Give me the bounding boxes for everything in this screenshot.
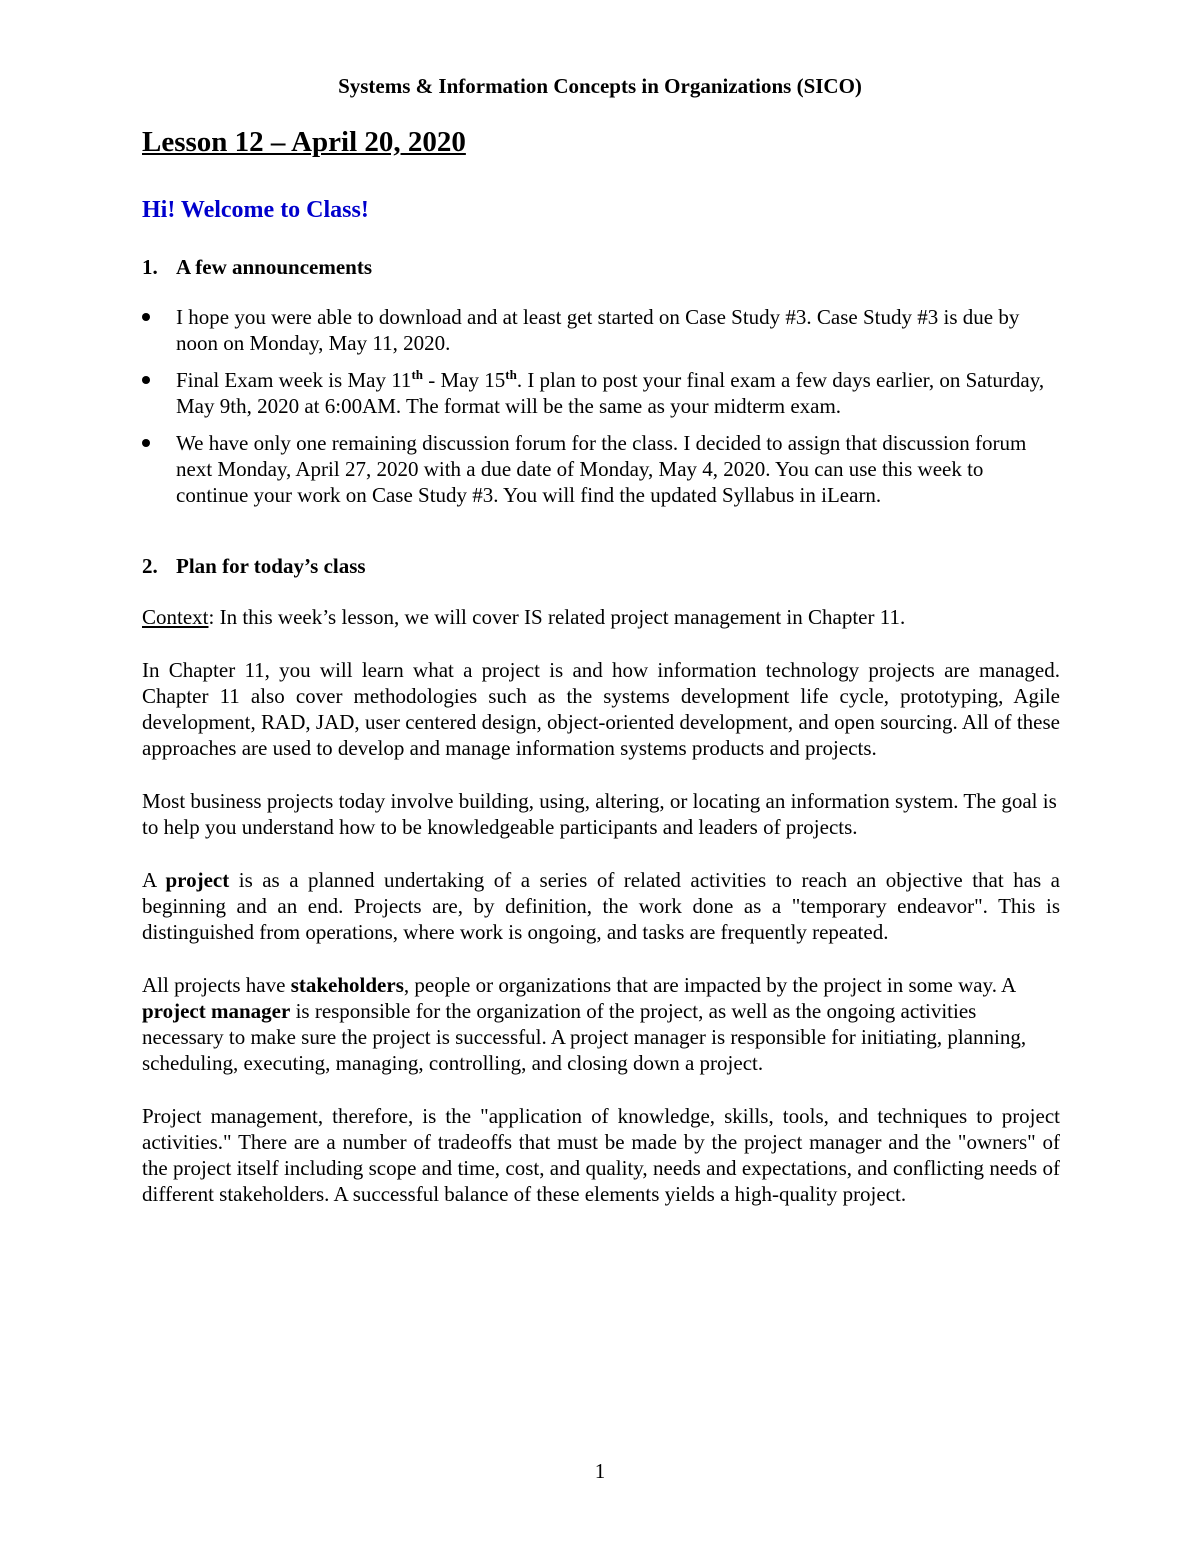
term-stakeholders: stakeholders (290, 973, 404, 997)
section-title: Plan for today’s class (176, 554, 366, 578)
ordinal-suffix: th (505, 367, 517, 382)
paragraph-text: , people or organizations that are impacted by the project in some way. A (403, 973, 1016, 997)
chapter-paragraph: In Chapter 11, you will learn what a project is and how information technology projects are managed. Chapter 11 also cover methodologies such as the systems development life cycle, prototyping, Agile development, RAD, JAD, user centered design, object-oriented development, and open sourcing. All of these approaches are used to develop and manage information systems products and projects. (142, 658, 1060, 760)
bullet-icon (142, 376, 150, 384)
welcome-heading: Hi! Welcome to Class! (142, 197, 369, 223)
paragraph-text: A (142, 868, 166, 892)
term-project-manager: project manager (142, 999, 291, 1023)
bullet-text-part: Final Exam week is May 11 (176, 368, 412, 392)
section-number: 1. (142, 255, 158, 279)
bullet-text: I hope you were able to download and at least get started on Case Study #3. Case Study #3 is due by noon on Monday, May 11, 2020. (176, 305, 1020, 355)
section-heading-announcements (142, 254, 1060, 280)
term-project: project (165, 868, 230, 892)
page-number: 1 (594, 1459, 606, 1483)
lesson-title: Lesson 12 – April 20, 2020 (142, 126, 466, 158)
list-item (142, 430, 1060, 508)
section-title: A few announcements (176, 255, 373, 279)
project-definition-paragraph (142, 867, 1060, 945)
stakeholders-paragraph (142, 972, 1060, 1076)
project-management-paragraph: Project management, therefore, is the "application of knowledge, skills, tools, and techniques to project activities." There are a number of tradeoffs that must be made by the project manager and the "owners" of the project itself including scope and time, cost, and quality, needs and expectations, and conflicting needs of different stakeholders. A successful balance of these elements yields a high-quality project. (142, 1104, 1060, 1206)
context-paragraph (142, 604, 1060, 630)
bullet-text: We have only one remaining discussion forum for the class. I decided to assign that discussion forum next Monday, April 27, 2020 with a due date of Monday, May 4, 2020. You can use this week to continue your work on Case Study #3. You will find the updated Syllabus in iLearn. (176, 431, 1027, 507)
section-heading-plan (142, 553, 1060, 579)
paragraph-text: is as a planned undertaking of a series of related activities to reach an objective that has a beginning and an end. Projects are, by definition, the work done as a "temporary endeavor". This is distinguished from operations, where work is ongoing, and tasks are frequently repeated. (142, 868, 1060, 944)
bullet-icon (142, 439, 150, 447)
bullet-icon (142, 313, 150, 321)
bullet-text-part: . I plan to post your final exam a few days earlier, on Saturday, May 9th, 2020 at 6:00AM. The format will be the same as your midterm exam. (176, 368, 1045, 418)
business-projects-paragraph: Most business projects today involve building, using, altering, or locating an information system. The goal is to help you understand how to be knowledgeable participants and leaders of projects. (142, 789, 1057, 839)
list-item (142, 304, 1060, 356)
section-number: 2. (142, 554, 158, 578)
paragraph-text: is responsible for the organization of the project, as well as the ongoing activities necessary to make sure the project is successful. A project manager is responsible for initiating, planning, scheduling, executing, managing, controlling, and closing down a project. (142, 999, 1027, 1075)
ordinal-suffix: th (411, 367, 423, 382)
context-text: : In this week’s lesson, we will cover IS related project management in Chapter 11. (208, 605, 906, 629)
announcements-list (142, 304, 1060, 508)
bullet-text-part: - May 15 (423, 368, 506, 392)
paragraph-text: All projects have (142, 973, 291, 997)
list-item (142, 367, 1060, 419)
course-header: Systems & Information Concepts in Organizations (SICO) (338, 74, 862, 98)
context-label: Context (142, 605, 209, 629)
page-content (142, 123, 1060, 1207)
